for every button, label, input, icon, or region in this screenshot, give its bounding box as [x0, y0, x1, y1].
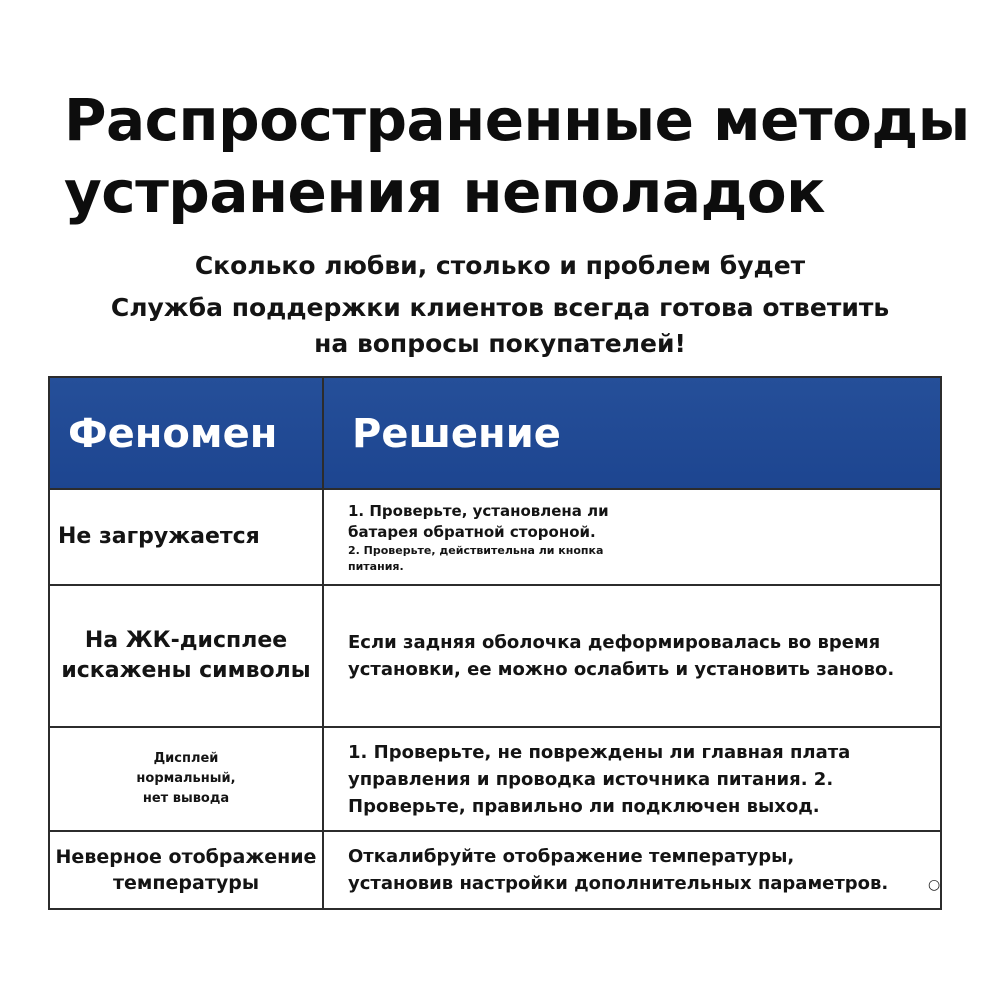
cell-text: нет вывода: [142, 791, 230, 806]
table-row-4-phenomenon: [50, 832, 322, 908]
cell-text: Откалибруйте отображение температуры,: [348, 846, 795, 867]
subtitle-tagline: Сколько любви, столько и проблем будет: [194, 251, 806, 280]
troubleshooting-table: [48, 376, 942, 910]
table-header-row: [50, 378, 940, 490]
subtitle-support-line-2: на вопросы покупателей!: [314, 329, 686, 358]
table-row-3-solution: [324, 728, 940, 830]
table-row-4-solution: [324, 832, 940, 908]
cell-text: 1. Проверьте, установлена ли: [348, 502, 609, 520]
page-title-line-2: устранения неполадок: [64, 158, 826, 226]
page-title: [64, 84, 970, 228]
cell-text: температуры: [112, 872, 260, 894]
subtitle-support-note: [0, 290, 1000, 362]
cell-text: питания.: [348, 560, 404, 573]
table-row-2-phenomenon: [50, 586, 322, 726]
cell-text: установив настройки дополнительных параметров.: [348, 873, 889, 894]
table-row-1-solution: [324, 490, 940, 584]
cell-text: 2. Проверьте, действительна ли кнопка: [348, 544, 604, 557]
stray-circle-mark: ○: [928, 877, 941, 893]
cell-text: Не загружается: [58, 524, 260, 549]
cell-text: Неверное отображение: [55, 846, 317, 868]
header-phenomenon: Феномен: [68, 411, 278, 457]
cell-text: нормальный,: [136, 771, 236, 786]
table-row-3-phenomenon: [50, 728, 322, 830]
cell-text: На ЖК-дисплее: [84, 628, 288, 653]
subtitle-support-line-1: Служба поддержки клиентов всегда готова ответить: [110, 293, 890, 322]
cell-text: батарея обратной стороной.: [348, 523, 596, 541]
cell-text: Дисплей: [153, 751, 219, 766]
cell-text: искажены символы: [61, 658, 311, 683]
cell-text: Если задняя оболочка деформировалась во время: [348, 632, 881, 653]
cell-text: Проверьте, правильно ли подключен выход.: [348, 795, 820, 817]
table-row-2-solution: [324, 586, 940, 726]
cell-text: управления и проводка источника питания. 2.: [348, 768, 834, 790]
table-row-1-phenomenon: [50, 490, 322, 584]
cell-text: установки, ее можно ослабить и установить заново.: [348, 659, 895, 680]
header-solution: Решение: [352, 411, 561, 457]
cell-text: 1. Проверьте, не повреждены ли главная плата: [348, 741, 851, 763]
page-title-line-1: Распространенные методы: [64, 86, 970, 154]
